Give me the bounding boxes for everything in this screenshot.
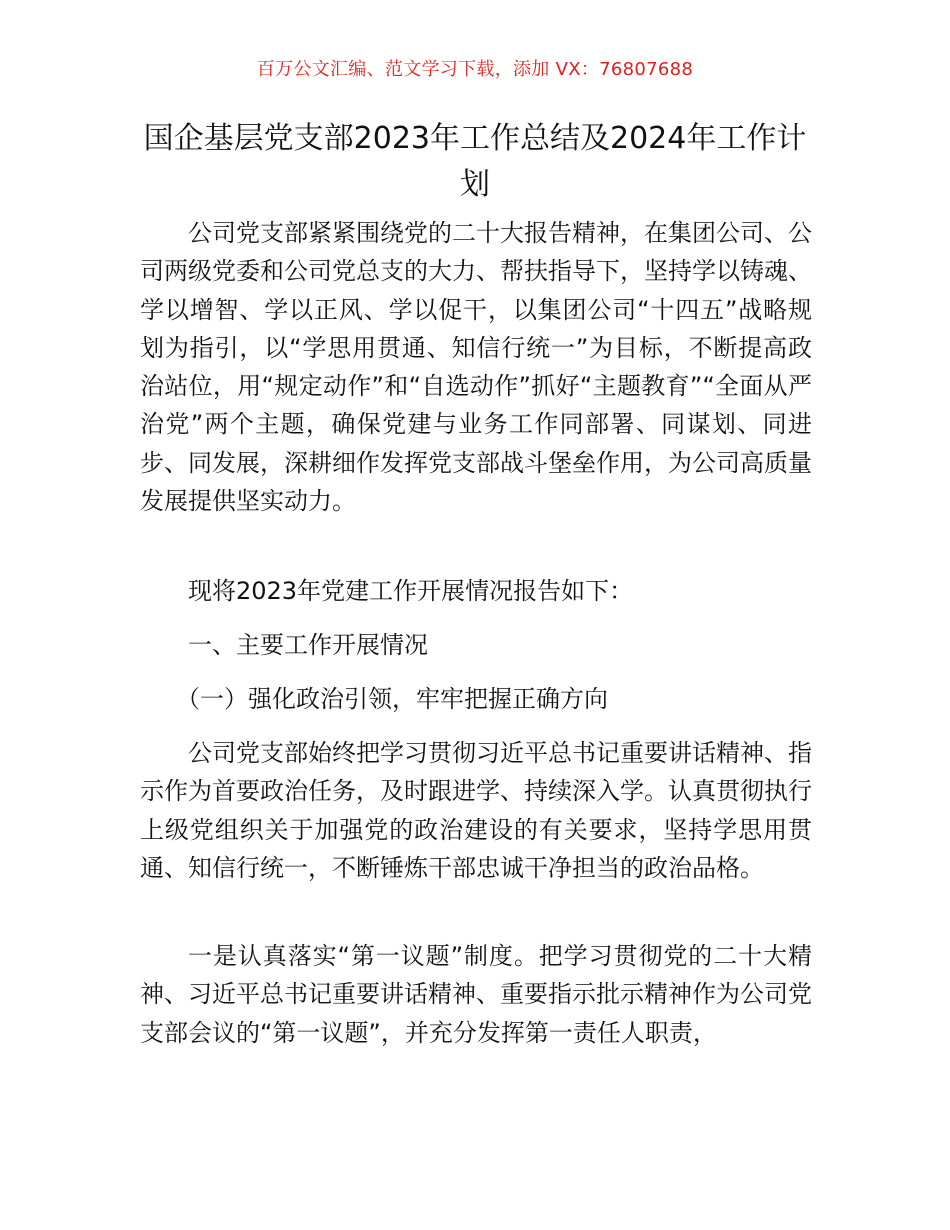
section-heading: 一、主要工作开展情况	[188, 631, 428, 659]
document-title: 国企基层党支部2023年工作总结及2024年工作计划	[143, 121, 807, 202]
intro-paragraph: 公司党支部紧紧围绕党的二十大报告精神，在集团公司、公司两级党委和公司党总支的大力、帮扶指导下，坚持学以铸魂、学以增智、学以正风、学以促干，以集团公司“十四五”战略规划为指引，以“学思用贯通、知信行统一”为目标，不断提高政治站位，用“规定动作”和“自选动作”抓好“主题教育”“全面从严治党”两个主题，确保党建与业务工作同部署、同谋划、同进步、同发展，深耕细作发挥党支部战斗堡垒作用，为公司高质量发展提供坚实动力。	[140, 219, 812, 516]
first-agenda-paragraph: 一是认真落实“第一议题”制度。把学习贯彻党的二十大精神、习近平总书记重要讲话精神、重要指示批示精神作为公司党支部会议的“第一议题”，并充分发挥第一责任人职责，	[140, 942, 812, 1047]
subsection-heading: （一）强化政治引领，牢牢把握正确方向	[176, 685, 608, 713]
political-guidance-paragraph: 公司党支部始终把学习贯彻习近平总书记重要讲话精神、指示作为首要政治任务，及时跟进学、持续深入学。认真贯彻执行上级党组织关于加强党的政治建设的有关要求，坚持学思用贯通、知信行统一，不断锤炼干部忠诚干净担当的政治品格。	[140, 739, 812, 882]
report-lead-paragraph: 现将2023年党建工作开展情况报告如下：	[188, 577, 634, 605]
watermark-banner: 百万公文汇编、范文学习下载，添加 VX：76807688	[256, 59, 694, 80]
